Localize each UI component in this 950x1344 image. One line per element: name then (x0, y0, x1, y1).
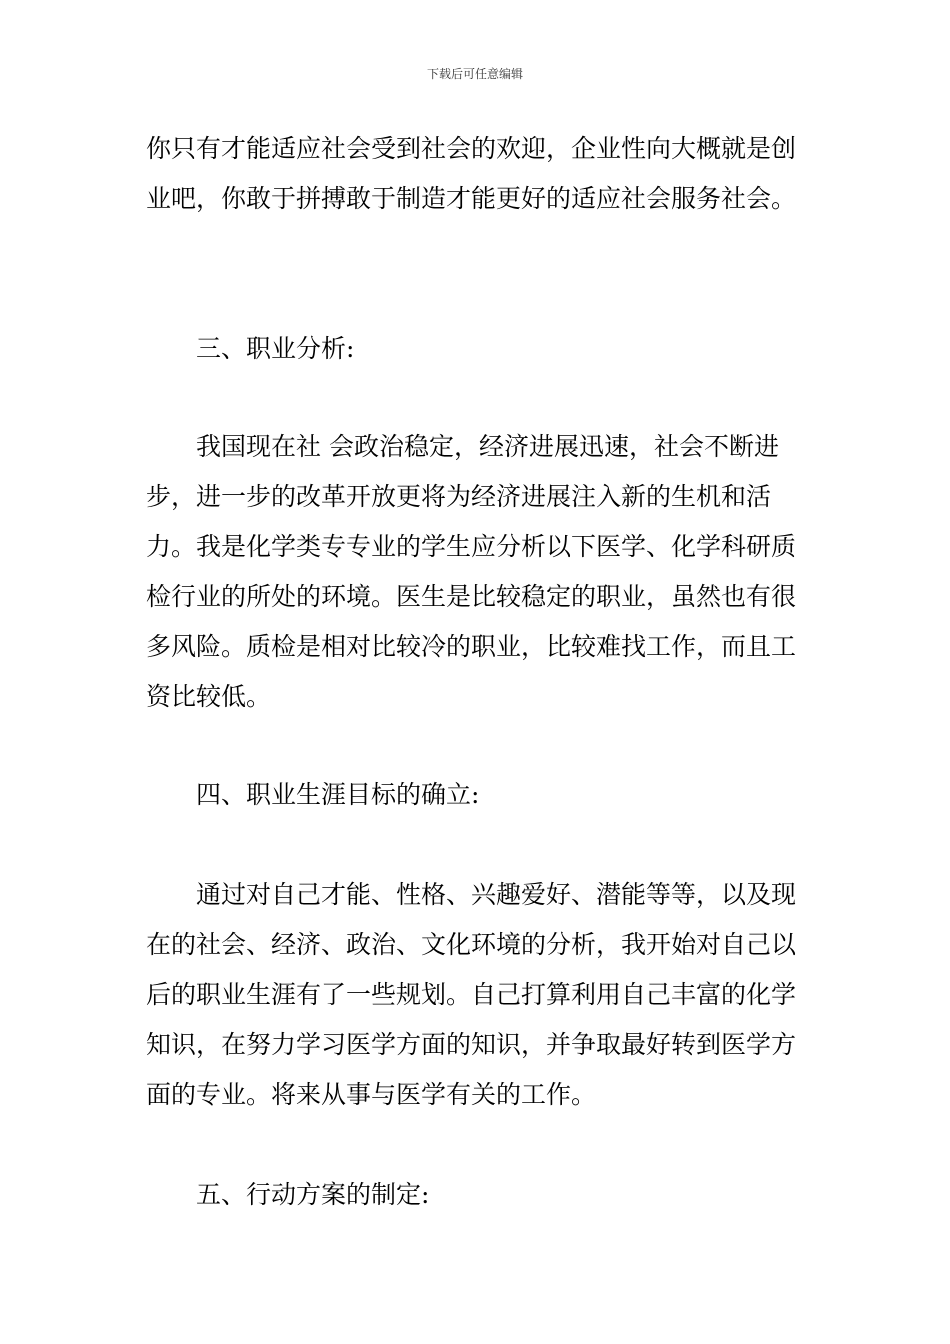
page-header: 下载后可任意编辑 (426, 67, 523, 81)
paragraph-career-goal: 通过对自己才能、性格、兴趣爱好、潜能等等，以及现在的社会、经济、政治、文化环境的分析，我开始对自己以后的职业生涯有了一些规划。自己打算利用自己丰富的化学知识，在努力学习医学方面的知识，并争取最好转到医学方面的专业。将来从事与医学有关的工作。 (146, 880, 797, 1109)
paragraph-career-analysis: 我国现在社 会政治稳定，经济进展迅速，社会不断进步，进一步的改革开放更将为经济进展注入新的生机和活力。我是化学类专专业的学生应分析以下医学、化学科研质检行业的所处的环境。医生是比较稳定的职业，虽然也有很多风险。质检是相对比较冷的职业，比较难找工作，而且工资比较低。 (146, 432, 797, 711)
section-heading-career-goal: 四、职业生涯目标的确立: (196, 780, 480, 809)
section-heading-action-plan: 五、行动方案的制定: (196, 1180, 430, 1209)
paragraph-continuation: 你只有才能适应社会受到社会的欢迎，企业性向大概就是创业吧，你敢于拼搏敢于制造才能更好的适应社会服务社会。 (146, 134, 797, 213)
section-heading-career-analysis: 三、职业分析: (196, 334, 355, 363)
